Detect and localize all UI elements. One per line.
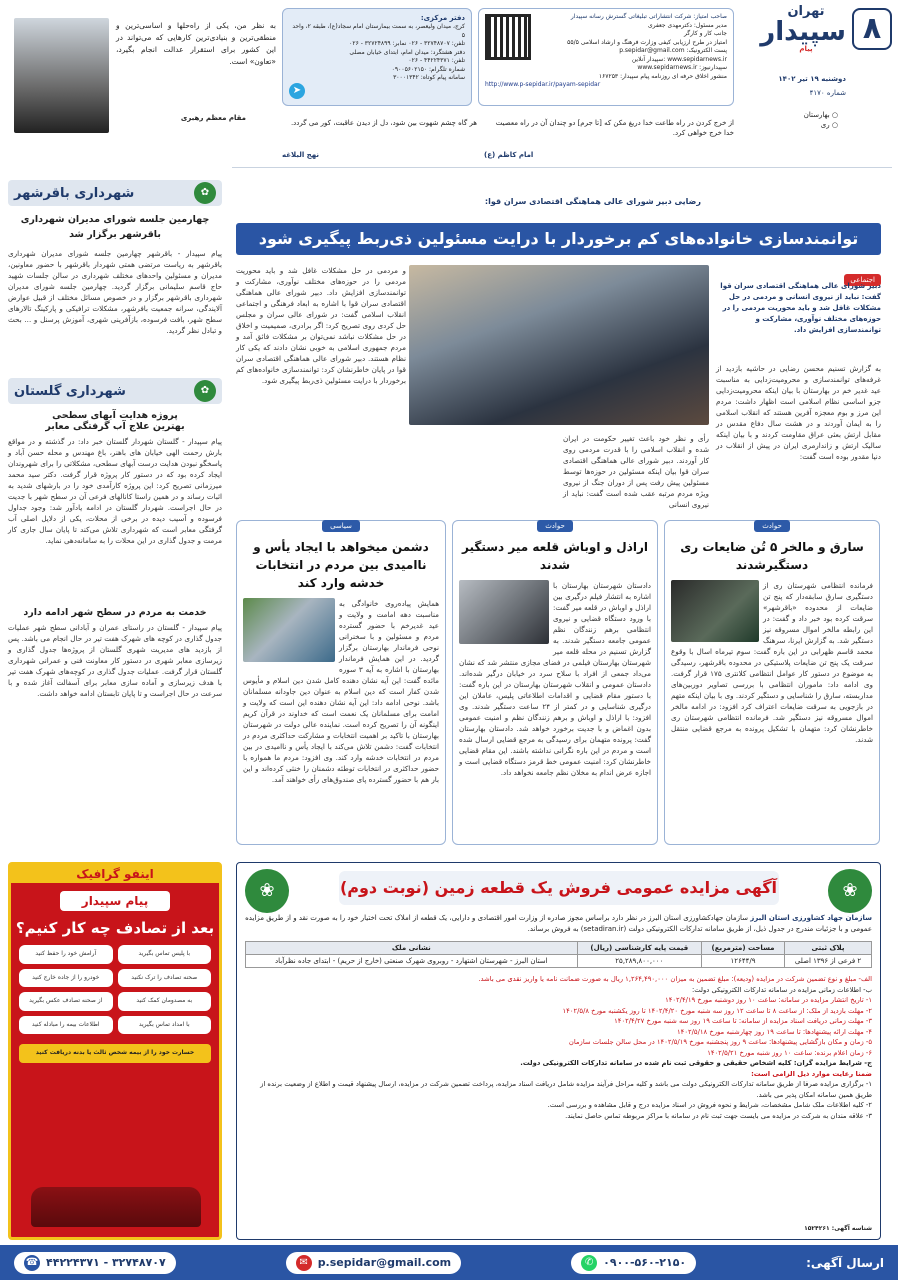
telegram-icon: ➤ [289, 83, 305, 99]
infographic-step: خودرو را از جاده خارج کنید [19, 969, 113, 988]
infographic-step: به مصدومان کمک کنید [118, 992, 212, 1011]
story-photo [459, 580, 549, 644]
ad-condition: ۳- علاقه مندان به شرکت در مزایده می بایست جهت ثبت نام در سامانه با مراکز مربوطه تماس حاصل نمایند. [565, 1111, 872, 1120]
golestan-body-2: پیام سپیدار - گلستان در راستای عمران و آبادانی سطح شهر عملیات جدول گذاری در کوچه های شهرک هفت تیر در حال انجام می باشد. پس از بازدید های مدیریت شهری گلستان از پروژه‌ها جدول گذاری و زیرسازی معابر شهری در دستور کار معاونت فنی و عمرانی شهرداری گلستان قرار گرفت. عملیات جدول گذاری در کوچه‌های شهرک هفت تیر با هدف زیرسازی و آماده سازی معابر برای آسفالت آغاز شده و با سرعت در حال اجراست و تا پایان تابستان ادامه خواهد داشت. [8, 623, 222, 698]
email-contact[interactable] [286, 1252, 461, 1274]
email-address: p.sepidar@gmail.com [317, 1256, 452, 1269]
story-body: دادستان شهرستان بهارستان با اشاره به انتشار فیلم درگیری بین اراذل و اوباش در قلعه میر گفت: با ورود دستگاه قضایی و نیروی انتظامی برهم زنندگان نظم عمومی جامعه دستگیر شدند. به گزارش تسنیم در محله قلعه میر شهرستان بهارستان فیلمی در فضای مجازی منتشر شد که نشان می‌داد جمعی از افراد با سلاح سرد در خیابان درگیر شده‌اند. دادستان عمومی و انقلاب شهرستان بهارستان در این باره گفت: با دستور مقام قضایی و اقدامات اطلاعاتی پلیس، عاملان این درگیری شناسایی و در کمتر از ۲۴ ساعت دستگیر شدند. وی افزود: با اراذل و اوباش و برهم زنندگان نظم و امنیت عمومی بدون اغماض و با جدیت برخورد خواهد شد. دادستان بهارستان گفت: پرونده متهمان برای رسیدگی به مرجع قضایی ارسال شده است و مردم در این باره نگرانی نداشته باشند. این مقام قضایی خاطرنشان کرد: امنیت عمومی خط قرمز دستگاه قضایی است و اجازه عرض اندام به مخلان نظم جامعه نخواهد داد. [459, 581, 651, 777]
main-body-mid: رأی و نظر خود باعث تغییر حکومت در ایران شده و انقلاب اسلامی را با قدرت مردمی روی کار آوردند. دبیر شورای عالی هماهنگی اقتصادی سران قوا بیان اینکه مسئولین در حوزه‌ها توسط مسئولین پیش رفت پس از دوران جنگ از نیروی ویژه مردم مرتبه عقب شده است گفت: نباید از نیروی انسانی [563, 434, 709, 509]
main-story [236, 195, 881, 509]
ad-code: شناسه آگهی: ۱۵۲۴۲۶۱ [804, 1224, 872, 1232]
story-body: فرمانده انتظامی شهرستان ری از دستگیری سارق سابقه‌دار که پنج تن ضایعات از محدوده «باقرشهر» سرقت کرده بود خبر داد و گفت: در این رابطه مالخر اموال مسروقه نیز دستگیر شد. به گزارش ایرنا، سرهنگ محمد قاسم ظهرابی در این باره گفت: سوم تیرماه اسال با وقوع سرقت یک پنج تن ضایعات پلاستیکی در محدوده باقرشهر، رسیدگی به موضوع در دستور کار عوامل انتظامی کلانتری ۱۷۵ قرار گرفت. وی ادامه داد: ماموران انتظامی با بررسی تصاویر دوربین‌های مداربسته، سارق را شناسایی و دستگیر کردند. وی با بیان اینکه متهم در بازجویی به سرقت ضایعات اعتراف کرد افزود: در ادامه مالخر اموال مسروقه نیز دستگیر شد. فرمانده انتظامی شهرستان ری خاطرنشان کرد: متهمان با تشکیل پرونده به مرجع قضایی منتقل شدند. [671, 581, 873, 744]
office-line: کرج، میدان ولیعصر، به سمت بیمارستان امام سجاد(ع)، طبقه ۲، واحد ۵ [292, 23, 465, 39]
office-info [282, 8, 472, 106]
qr-code [485, 14, 531, 60]
infographic-step: با پلیس تماس بگیرید [118, 945, 212, 964]
story-headline: اراذل و اوباش قلعه میر دستگیر شدند [462, 540, 648, 572]
story-card-2 [452, 520, 658, 845]
main-headline: توانمندسازی خانواده‌های کم برخوردار با درایت مسئولین ذی‌ربط پیگیری شود [236, 223, 881, 255]
ad-conditions [245, 974, 872, 1121]
main-kicker: رضایی دبیر شورای عالی هماهنگی اقتصادی سران قوا: [484, 197, 701, 206]
table-cell: ۱۲۶۴۴/۹ [701, 955, 784, 968]
footer-bar [0, 1245, 898, 1280]
leader-quote [6, 8, 276, 138]
region-item: ○ بهارستان [803, 111, 838, 119]
main-photo [409, 265, 709, 425]
story-card-3 [236, 520, 446, 845]
divider [232, 167, 892, 168]
story-headline: سارق و مالخر ۵ تُن ضایعات ری دستگیرشدند [680, 540, 864, 572]
jahad-logo-left: ❀ [245, 869, 289, 913]
whatsapp-icon: ✆ [581, 1255, 597, 1271]
logo-main: سپیدار [760, 17, 846, 47]
region-list [778, 110, 838, 130]
logo [760, 4, 846, 64]
table-header-cell: قیمت پایه کارشناسی (ریال) [577, 942, 701, 955]
section-title: شهرداری باقرشهر [14, 185, 135, 201]
masthead [0, 0, 898, 159]
story-tag: حوادث [754, 520, 790, 532]
footer-label: ارسال آگهی: [806, 1255, 884, 1270]
hadith-text: از خرج کردن در راه طاعت خدا دریغ مکن که [تا جرم] دو چندان آن در راه معصیت خدا خرج خواهی کرد. [495, 119, 734, 137]
phone-icon: ☎ [24, 1255, 40, 1271]
section-title: شهرداری گلستان [14, 383, 126, 399]
colophon-line: صاحب امتیاز: شرکت انتشاراتی تبلیغاتی گسترش رسانه سپیدار [570, 13, 727, 20]
whatsapp-number: ۰۹۰۰-۵۶۰-۲۱۵۰ [603, 1256, 687, 1269]
municipality-icon: ✿ [194, 380, 216, 402]
ad-condition: ج- شرایط مزایده گران: کلیه اشخاص حقیقی و حقوقی ثبت نام شده در سامانه تدارکات الکترونیکی دولت. [520, 1059, 872, 1067]
story-tag-label: اجتماعی [844, 274, 881, 286]
issue-date: دوشنبه ۱۹ تیر ۱۴۰۲ [778, 75, 846, 83]
ad-condition: ۵- زمان و مکان بازگشایی پیشنهادها: ساعت ۹ روز پنجشنبه مورخ ۱۴۰۲/۵/۱۹ در محل سالن جلسات سازمان [568, 1038, 872, 1046]
auction-ad [236, 862, 881, 1240]
ad-org: سازمان جهاد کشاورزی استان البرز [750, 914, 872, 922]
main-body-left: و مردمی در حل مشکلات غافل شد و باید محوریت مردمی را در حوزه‌های مختلف نوآوری، مشارکت و توانمندسازی افزایش داد. دبیر شورای عالی هماهنگی اقتصادی سران قوا با اشاره به ابعاد فرهنگی و اجتماعی انقلاب اسلامی گفت: در شورای عالی سران و مجلس حل کردی روی تصریح کرد: اگر برادری، صمیمیت و اخلاق در حل مشکلات نباشد نمی‌توان بر مشکلات فائق آمد و مردم جمهوری اسلامی به خوبی نشان دادند که یکی کار نظام هستند. دبیر شورای عالی هماهنگی اقتصادی سران قوا در پایان خاطرنشان کرد: توانمندسازی خانواده‌های کم برخوردار با درایت مسئولین ذی‌ربط پیگیری شود. [236, 266, 406, 385]
ad-condition: ۱- تاریخ انتشار مزایده در سامانه: ساعت ۱۰ روز دوشنبه مورخ ۱۴۰۲/۴/۱۹ [665, 996, 872, 1004]
email-icon: ✉ [296, 1255, 312, 1271]
ad-condition: الف- مبلغ و نوع تضمین شرکت در مزایده (ودیعه): مبلغ تضمین به میزان ۱,۲۶۴,۴۹۰,۰۰۰ ریال به صورت ضمانت نامه یا واریز نقدی می باشد. [478, 975, 872, 983]
office-line: شماره تلگرام: ۰۹۰۰۵۶۰۲۱۵۰ [391, 65, 465, 73]
main-lead: دبیر شورای عالی هماهنگی اقتصادی سران قوا گفت: نباید از نیروی انسانی و مردمی در حل مشکلات غافل شد و باید محوریت مردمی را در حوزه‌های مختلف نوآوری، مشارکت و توانمندسازی افزایش داد. [720, 282, 881, 334]
golestan-body: پیام سپیدار - گلستان شهردار گلستان خبر داد: در گذشته و در مواقع بارش رحمت الهی خیابان های باهنر، باغ مهندس و محله حسن آباد و پاسخگو نبودن هدایت درست آبهای سطحی، مشکلاتی را برای شهروندان ایجاد کرده بود که در دستور کار پروژه قرار گرفت. دکتر سید محمد میرزمانی تصریح کرد: این پروژه کارآمدی خود را در بارشهای شدید به اثبات رساند و در همین راستا کانالهای فرعی آن در سطح شهر با جدیت در حال اجراست. شهردار گلستان در ادامه یادآور شد: وجود جداول فرسوده و آسیب دیده در برخی از محلات، یکی از دلایل اصلی آب گرفتگی معابر است که شهرداری تلاش می‌کند تا پایان سال جاری کار مرمت و جدول گذاری در این محلات را به سامانه‌دهی نماید. [8, 437, 222, 545]
hadith-1 [484, 118, 734, 138]
office-line: سامانه پیام کوتاه: ۳۰۰۰۱۳۴۲ [393, 74, 465, 81]
colophon-line: سپیدارنیوز: www.sepidarnews.ir [637, 64, 727, 71]
ad-condition: ۳- مهلت زمانی دریافت اسناد مزایده از سامانه: تا ساعت ۱۹ روز سه شنبه مورخ ۱۴۰۲/۴/۲۷ [614, 1017, 872, 1025]
colophon-line: منشور اخلاق حرفه ای روزنامه پیام سپیدار: ۱۶۷۲۵۳ [598, 72, 727, 80]
story-photo [671, 580, 759, 642]
phone-number: ۴۴۲۲۴۳۷۱ - ۳۲۷۴۸۷۰۷ [46, 1256, 166, 1269]
story-tag: سیاسی [322, 520, 360, 532]
issue-number: شماره ۴۱۷۰ [809, 89, 846, 97]
infographic-step: از صحنه تصادف عکس بگیرید [19, 992, 113, 1011]
table-header-cell: مساحت (مترمربع) [701, 942, 784, 955]
ad-condition: ۲- کلیه اطلاعات ملک شامل مشخصات، شرایط و نحوه فروش در اسناد مزایده درج و قابل مشاهده و بررسی است. [547, 1101, 872, 1109]
quote-text: به نظر من، یکی از راه‌حلها و اساسی‌ترین و منطقی‌ترین و بنیادی‌ترین کارهایی که می‌تواند در این کشور برای استقرار عدالت انجام بگیرد، «تعاون» است. [116, 21, 276, 66]
car-icon [31, 1187, 201, 1227]
table-cell: ۲ فرعی از ۱۳۹۶ اصلی [785, 955, 872, 968]
region-item: ○ ری [820, 121, 838, 129]
ad-condition: ۶- زمان اعلام برنده: ساعت ۱۰ روز شنبه مورخ ۱۴۰۲/۵/۲۱ [707, 1048, 872, 1057]
infographic-question: بعد از تصادف چه کار کنیم؟ [15, 919, 215, 937]
ad-condition: ۲- مهلت بازدید از ملک: از ساعت ۸ تا ساعت ۱۲ روز سه شنبه مورخ ۱۴۰۲/۴/۲۰ تا روز یکشنبه مورخ ۱۴۰۲/۵/۸ [562, 1006, 872, 1015]
story-tag: حوادث [537, 520, 573, 532]
main-body-right: به گزارش تسنیم محسن رضایی در حاشیه بازدید از غرفه‌های توانمندسازی و محرومیت‌زدایی به مناسبت عید غدیر خم در بهارستان با بیان اینکه محرومیت‌زدایی جزو اساسی نظام اسلامی است اظهار داشت: مردم این مرز و بوم معجزه آفرین هستند که انقلاب اسلامی را به ایمان آوردند و در هشت سال دفاع مقدس در مقابل ارتش بعثی عراق مقاومت کردند و با بیان اینکه سالیک ارتش و زاندارمری ایران در پیش از انقلاب در دنیا مقدور بوده است گفت: [716, 364, 881, 461]
ad-title: آگهی مزایده عمومی فروش یک قطعه زمین (نوبت دوم) [339, 871, 779, 905]
ad-condition: ۴- مهلت ارائه پیشنهادها: تا ساعت ۱۹ روز چهارشنبه مورخ ۱۴۰۲/۵/۱۸ [677, 1027, 872, 1036]
colophon-line: جانب کار و کارگر [683, 30, 727, 37]
infographic-step: اطلاعات بیمه را مبادله کنید [19, 1016, 113, 1035]
infographic-step: با امداد تماس بگیرید [118, 1016, 212, 1035]
section-header-golestan [8, 378, 222, 404]
table-header-cell: پلاک ثبتی [785, 942, 872, 955]
ad-condition: ۱- برگزاری مزایده صرفا از طریق سامانه تدارکات الکترونیکی دولت می باشد و کلیه مراحل فرآیند مزایده شامل دریافت اسناد مزایده، پرداخت تضمین شرکت در مزایده، ارسال پیشنهاد قیمت و اطلاع از وضعیت برنده از طریق همین سامانه امکان پذیر می باشد. [260, 1080, 872, 1099]
infographic-steps [11, 945, 219, 1034]
ad-intro-text: سازمان جهادکشاورزی استان البرز در نظر دارد براساس مجوز صادره از وزارت امور اقتصادی و دارایی، یک قطعه از املاک تحت اختیار خود را به صورت نقد و از طریق مزایده عمومی و با جزئیات مندرج در جدول ذیل، از طریق سامانه تدارکات الکترونیکی دولت (setadiran.ir) به فروش برساند. [245, 914, 872, 933]
hadith-2-source: نهج البلاغه [282, 151, 319, 159]
table-cell: ۲۵,۲۸۹,۸۰۰,۰۰۰ [577, 955, 701, 968]
leader-photo [14, 18, 109, 133]
story-headline: دشمن میخواهد با ایجاد یأس و ناامیدی بین مردم در انتخابات خدشه وارد کند [253, 540, 429, 590]
jahad-logo-right: ❀ [828, 869, 872, 913]
table-row [246, 955, 872, 968]
colophon-line: پست الکترونیک: p.sepidar@gmail.com [619, 47, 727, 54]
colophon-url[interactable]: http://www.p-sepidar.ir/payam-sepidar [485, 81, 601, 88]
hadith-1-source: امام کاظم (ع) [484, 151, 534, 159]
hadith-text: هر گاه چشم شهوت بین شود، دل از دیدن عاقبت، کور می گردد. [290, 119, 477, 127]
table-header-row [246, 942, 872, 955]
office-line: تلفن: ۴۴۲۲۴۳۷۱ - ۰۲۶ [408, 57, 465, 64]
story-card-1 [664, 520, 880, 845]
infographic-step: آرامش خود را حفظ کنید [19, 945, 113, 964]
bagher-headline: چهارمین جلسه شورای مدیران شهرداری باقرشهر برگزار شد [20, 214, 210, 240]
colophon-line: مدیر مسئول: دکترمهدی جعفری [647, 21, 727, 29]
story-body: همایش پیاده‌روی خانوادگی به مناسبت دهه امامت و ولایت و عید غدیرخم با حضور گسترده مردم و مسئولین و با سخنرانی نوحی فرماندار بهارستان برگزار گردید. در این همایش فرماندار بهارستان با اشاره به آیه ۳ سوره مائده گفت: این آیه نشان دهنده کامل شدن دین اسلام و مأیوس شدن کفار است که دین اسلام به عنوان دین جاودانه مسلمانان باشد. نوحی ادامه داد: این آیه نشان دهنده این است که ولایت و امامت برای مسلمانان یک نعمت است که خداوند در قرآن کریم اینگونه آن را تصریح کرده است. نماینده عالی دولت در شهرستان بهارستان با تاکید بر اهمیت انتخابات و مشارکت حداکثری مردم در انتخابات گفت: دشمن تلاش می‌کند با ایجاد یأس و ناامیدی در بین مردم در انتخابات خدشه وارد کند. وی افزود: مردم ما همواره با حضور حداکثری در انتخابات توطئه دشمنان را خنثی کرده‌اند و این بار هم با حضور گسترده پای صندوق‌های رأی خواهند آمد. [243, 599, 439, 784]
ad-condition: ب- اطلاعات زمانی مزایده در سامانه تدارکات الکترونیکی دولت: [691, 985, 872, 994]
ad-condition: ضمنا رعایت موارد ذیل الزامی است: [751, 1069, 872, 1078]
sidebar [8, 180, 222, 855]
logo-top: تهران [787, 4, 825, 19]
whatsapp-contact[interactable] [571, 1252, 696, 1274]
office-line: تلفن: ۳۲۷۴۸۷۰۷ - ۰۲۶ نمابر: ۳۲۷۲۴۸۹۹ - ۰۲۶ [349, 40, 465, 47]
story-photo [243, 598, 335, 662]
bagher-body: پیام سپیدار - باقرشهر چهارمین جلسه شورای مدیران شهرداری باقرشهر به ریاست مرتضی همتی شهردار باقرشهر با حضور معاونین، مدیران و مسئولین واحدهای مختلف شهرداری در سالن جلسات شهید حاج قاسم سلیمانی برگزار گردید. چهارمین جلسه شورای مدیران شهرداری باقرشهر برگزار و در خصوص مسائل مختلف از قبیل عوارض آلایندگی، سرانه جمعیت بافرشهر، مشکلات ترافیکی و پارکینگ تالارهای سطح شهر، بافت فرسوده، بازآفرینی شهری، آموزش پرسنل و ... بحث و تبادل نظر گردید. [8, 249, 222, 335]
table-header-cell: نشانی ملک [246, 942, 578, 955]
golestan-headline-1: پروژه هدایت آبهای سطحی [52, 410, 178, 421]
page-number: ۸ [852, 8, 892, 50]
logo-small: پیام [799, 45, 813, 53]
infographic-brand: پیام سپیدار [60, 891, 170, 911]
colophon-line: www.sepidarnews.ir :سپیدار آنلاین [631, 55, 727, 63]
infographic-step: صحنه تصادف را ترک نکنید [118, 969, 212, 988]
municipality-icon: ✿ [194, 182, 216, 204]
infographic [8, 862, 222, 1240]
infographic-footer: خسارت خود را از بیمه شخص ثالث یا بدنه دریافت کنید [19, 1044, 211, 1063]
office-title: دفتر مرکزی: [420, 14, 465, 22]
phone-contact[interactable] [14, 1252, 176, 1274]
colophon-line: امتیاز در طرح ارزیابی کیفی وزارت فرهنگ و ارشاد اسلامی ۵۵/۵ [567, 38, 727, 46]
ad-table [245, 941, 872, 968]
quote-source: مقام معظم رهبری [180, 114, 246, 122]
infographic-title: اینفو گرافیک [11, 865, 219, 883]
ad-intro [245, 913, 872, 935]
golestan-headline-2: بهترین علاج آب گرفتگی معابر [45, 421, 185, 432]
golestan-headline-3: خدمت به مردم در سطح شهر ادامه دارد [23, 607, 207, 618]
section-header-bagher [8, 180, 222, 206]
hadith-2 [282, 118, 477, 128]
office-line: دفتر هشتگرد: میدان امام، ابتدای خیابان مصلی [349, 48, 465, 56]
table-cell: استان البرز - شهرستان اشتهارد - روبروی شهرک صنعتی (خارج از حریم) - ابتدای جاده نظرآباد [246, 955, 578, 968]
